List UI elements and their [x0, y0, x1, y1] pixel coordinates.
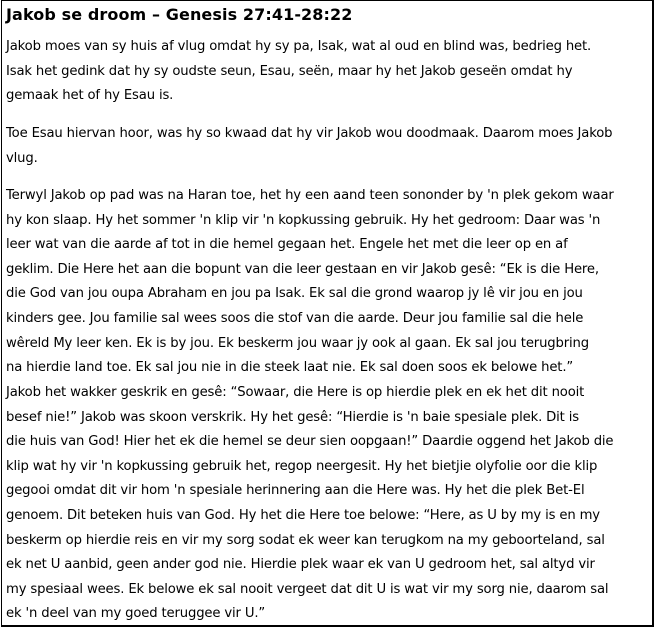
- paragraph-4: [6, 381, 652, 627]
- paragraph-line: klip wat hy vir 'n kopkussing gebruik het, regop neergesit. Hy het bietjie olyfolie oor die klip: [6, 458, 598, 474]
- document-page: [1, 0, 654, 627]
- paragraph-line: Toe Esau hiervan hoor, was hy so kwaad dat hy vir Jakob wou doodmaak. Daarom moes Jakob: [6, 126, 613, 141]
- paragraph-line: Jakob moes van sy huis af vlug omdat hy sy pa, Isak, wat al oud en blind was, bedrieg het.: [6, 39, 592, 54]
- paragraph-line: Jakob het wakker geskrik en gesê: “Sowaar, die Here is op hierdie plek en ek het dit nooit: [6, 385, 585, 400]
- paragraph-line: Terwyl Jakob op pad was na Haran toe, het hy een aand teen sononder by 'n plek gekom waar: [6, 188, 614, 203]
- paragraph-line: ek 'n deel van my goed teruggee vir U.”: [6, 606, 266, 622]
- paragraph-line: vlug.: [6, 150, 38, 166]
- paragraph-3: [6, 184, 652, 381]
- paragraph-line: kinders gee. Jou familie sal wees soos die stof van die aarde. Deur jou familie sal die hele: [6, 310, 584, 326]
- paragraph-2: [6, 122, 652, 171]
- paragraph-line: genoem. Dit beteken huis van God. Hy het die Here toe belowe: “Here, as U by my is en my: [6, 507, 600, 523]
- paragraph-line: my spesiaal wees. Ek belowe ek sal nooit vergeet dat dit U is wat vir my sorg nie, daarom sal: [6, 581, 609, 597]
- paragraph-line: beskerm op hierdie reis en vir my sorg sodat ek weer kan terugkom na my geboorteland, sal: [6, 532, 605, 548]
- paragraph-line: leer wat van die aarde af tot in die hemel gegaan het. Engele het met die leer op en af: [6, 237, 568, 253]
- paragraph-line: die God van jou oupa Abraham en jou pa Isak. Ek sal die grond waarop jy lê vir jou en jou: [6, 286, 583, 302]
- paragraph-line: wêreld My leer ken. Ek is by jou. Ek beskerm jou waar jy ook al gaan. Ek sal jou terugbring: [6, 335, 589, 351]
- paragraph-line: gegooi omdat dit vir hom 'n spesiale herinnering aan die Here was. Hy het die plek Bet-El: [6, 483, 585, 499]
- document-title: Jakob se droom – Genesis 27:41-28:22: [6, 5, 353, 24]
- paragraph-line: geklim. Die Here het aan die bopunt van die leer gestaan en vir Jakob gesê: “Ek is die Here,: [6, 261, 599, 277]
- paragraph-line: hy kon slaap. Hy het sommer 'n klip vir 'n kopkussing gebruik. Hy het gedroom: Daar was 'n: [6, 212, 601, 228]
- paragraph-line: besef nie!” Jakob was skoon verskrik. Hy het gesê: “Hierdie is 'n baie spesiale plek. Dit is: [6, 409, 579, 425]
- paragraph-line: die huis van God! Hier het ek die hemel se deur sien oopgaan!” Daardie oggend het Jakob die: [6, 434, 614, 450]
- paragraph-line: Isak het gedink dat hy sy oudste seun, Esau, seën, maar hy het Jakob geseën omdat hy: [6, 63, 573, 79]
- paragraph-line: gemaak het of hy Esau is.: [6, 88, 174, 104]
- paragraph-1: [6, 35, 652, 109]
- paragraph-line: ek net U aanbid, geen ander god nie. Hierdie plek waar ek van U gedroom het, sal altyd vir: [6, 557, 595, 573]
- paragraph-line: na hierdie land toe. Ek sal jou nie in die steek laat nie. Ek sal doen soos ek belowe het.”: [6, 360, 574, 376]
